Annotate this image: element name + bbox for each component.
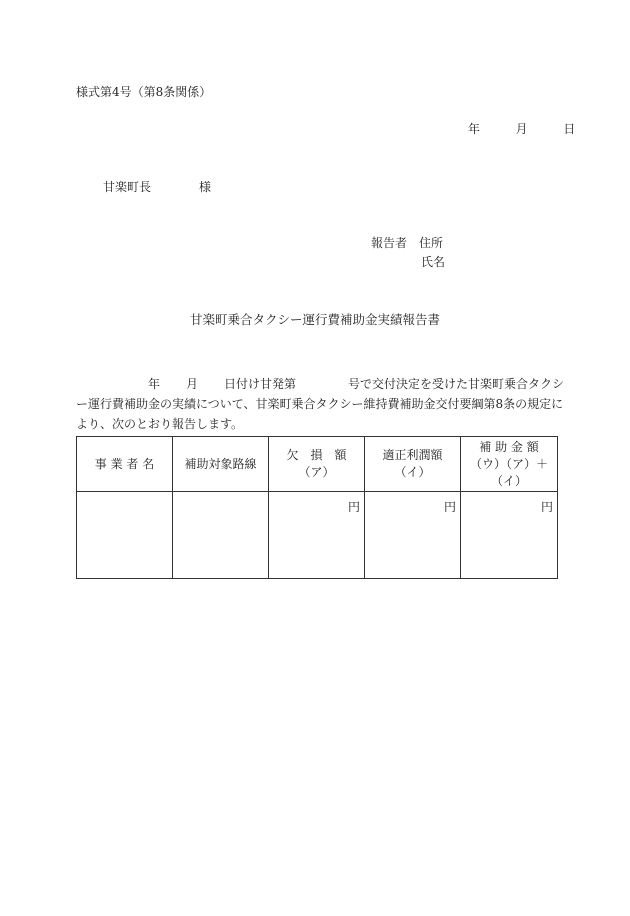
date-line — [468, 123, 575, 135]
report-table — [76, 436, 558, 579]
table-header-row — [77, 437, 558, 492]
addressee-name: 甘楽町長 — [103, 180, 152, 194]
date-year: 年 — [468, 122, 481, 136]
cell-proper-profit[interactable]: 円 — [365, 492, 461, 579]
reporter-label: 報告者 — [371, 236, 408, 250]
body-paragraph — [76, 374, 565, 434]
reporter-block — [371, 237, 443, 249]
header-deficit: 欠 損 額 （ア） — [269, 437, 365, 492]
document-title: 甘楽町乗合タクシー運行費補助金実績報告書 — [189, 312, 440, 327]
header-operator-name: 事 業 者 名 — [77, 437, 173, 492]
cell-deficit[interactable]: 円 — [269, 492, 365, 579]
table-row — [77, 492, 558, 579]
header-target-route: 補助対象路線 — [173, 437, 269, 492]
addressee-honorific: 様 — [199, 180, 212, 194]
date-month: 月 — [515, 122, 528, 136]
cell-subsidy-amount[interactable]: 円 — [461, 492, 558, 579]
form-number: 様式第4号（第8条関係） — [76, 85, 212, 99]
date-day: 日 — [563, 122, 576, 136]
cell-operator-name[interactable] — [77, 492, 173, 579]
cell-target-route[interactable] — [173, 492, 269, 579]
addressee — [103, 181, 211, 193]
body-line-2: ー運行費補助金の実績について、甘楽町乗合タクシー維持費補助金交付要綱第8条の規定に — [76, 397, 564, 411]
address-label: 住所 — [419, 236, 444, 250]
name-label: 氏名 — [421, 255, 446, 269]
header-proper-profit: 適正利潤額 （イ） — [365, 437, 461, 492]
body-line-3: より、次のとおり報告します。 — [76, 417, 244, 431]
body-line-1: 年 月 日付け甘発第 号で交付決定を受けた甘楽町乗合タクシ — [148, 377, 565, 391]
header-subsidy-amount: 補 助 金 額 （ウ）（ア）＋（イ） — [461, 437, 558, 492]
